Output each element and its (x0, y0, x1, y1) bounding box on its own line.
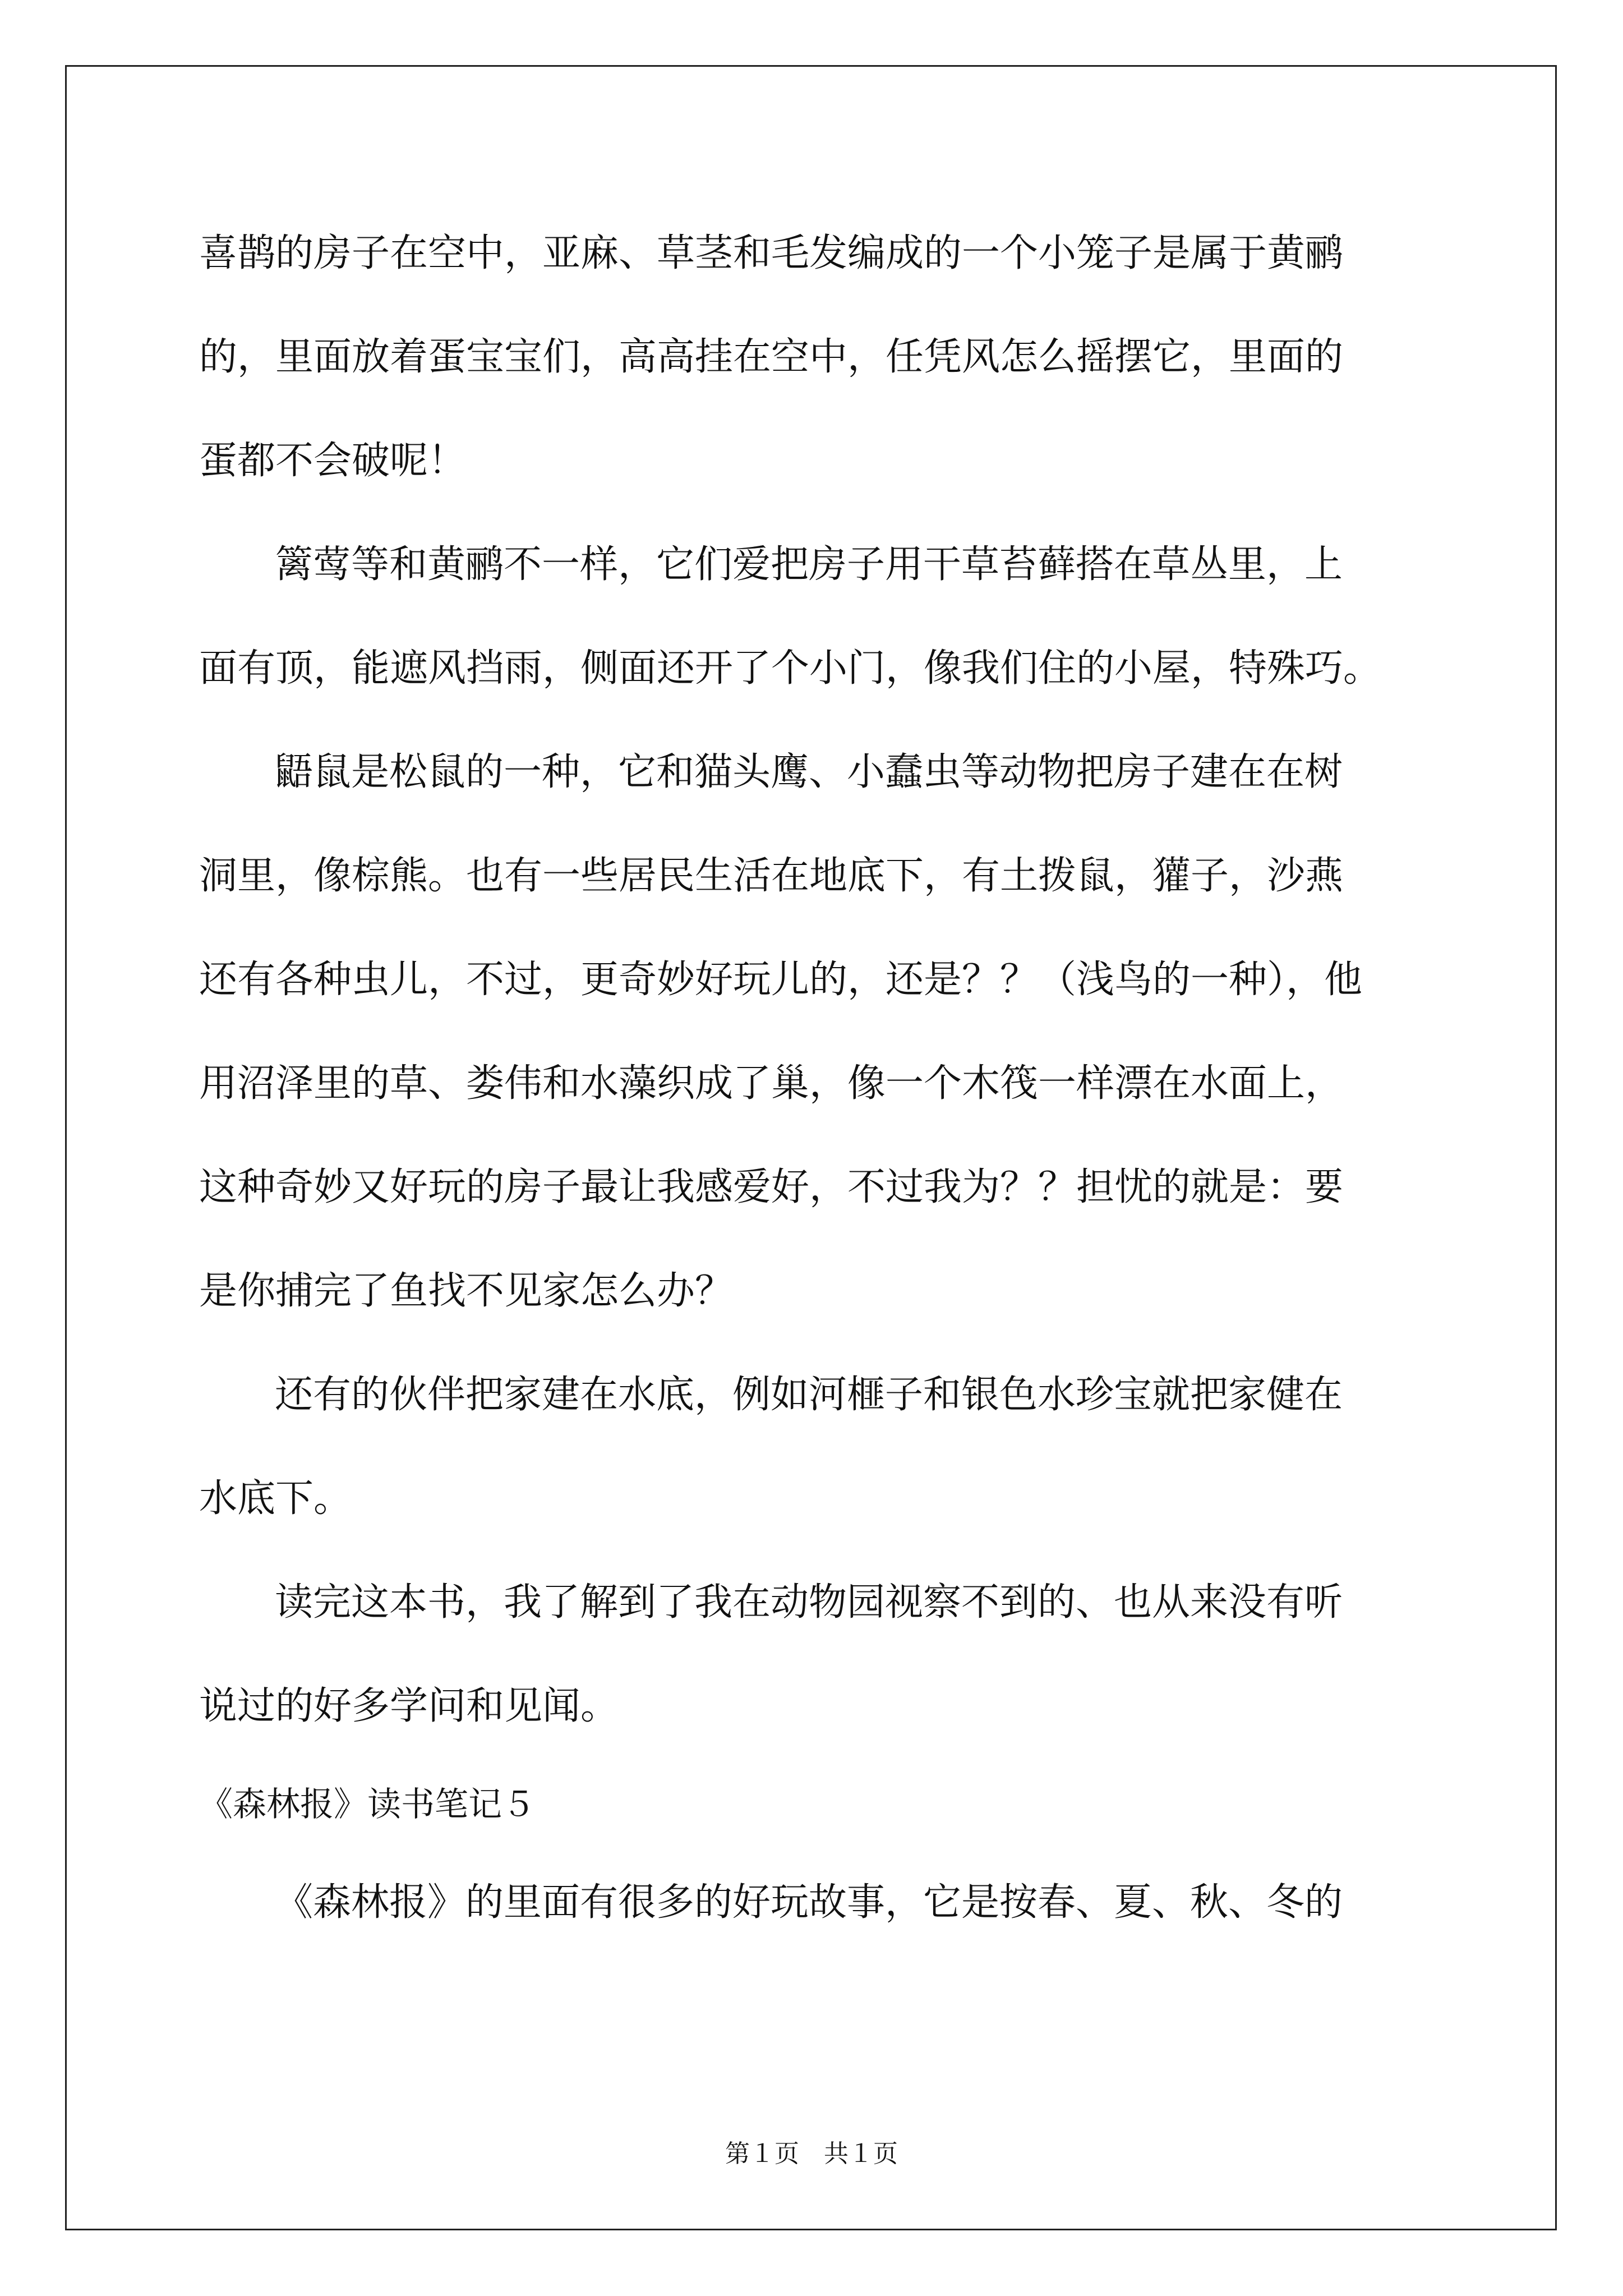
paragraph-line: 的，里面放着蛋宝宝们，高高挂在空中，任凭风怎么摇摆它，里面的 (199, 335, 1344, 379)
paragraph-line: 用沼泽里的草、娄伟和水藻织成了巢，像一个木筏一样漂在水面上， (199, 1061, 1344, 1106)
paragraph-line: 鼯鼠是松鼠的一种，它和猫头鹰、小蠢虫等动物把房子建在在树 (275, 750, 1343, 794)
paragraph-line: 这种奇妙又好玩的房子最让我感爱好，不过我为？？担忧的就是：要 (199, 1165, 1344, 1209)
paragraph-line: 面有顶，能遮风挡雨，侧面还开了个小门，像我们住的小屋，特殊巧。 (199, 646, 1382, 691)
paragraph-line: 水底下。 (199, 1476, 352, 1521)
paragraph-line: 《森林报》的里面有很多的好玩故事，它是按春、夏、秋、冬的 (275, 1880, 1343, 1925)
paragraph-line: 洞里，像棕熊。也有一些居民生活在地底下，有土拨鼠，獾子，沙燕 (199, 854, 1344, 898)
paragraph-line: 还有各种虫儿，不过，更奇妙好玩儿的，还是？？（浅鸟的一种），他 (199, 958, 1363, 1002)
paragraph-line: 还有的伙伴把家建在水底，例如河榧子和银色水珍宝就把家健在 (275, 1373, 1343, 1417)
paragraph-line: 说过的好多学问和见闻。 (199, 1684, 619, 1728)
paragraph-line: 喜鹊的房子在空中，亚麻、草茎和毛发编成的一个小笼子是属于黄鹂 (199, 231, 1344, 275)
paragraph-line: 是你捕完了鱼找不见家怎么办？ (199, 1269, 734, 1313)
page-number: 第１页 共１页 (725, 2139, 898, 2168)
paragraph-line: 蛋都不会破呢！ (199, 439, 467, 483)
paragraph-line: 篱莺等和黄鹂不一样，它们爱把房子用干草苔藓搭在草丛里，上 (275, 542, 1343, 587)
section-title: 《森林报》读书笔记５ (199, 1785, 536, 1824)
paragraph-line: 读完这本书，我了解到了我在动物园视察不到的、也从来没有听 (275, 1580, 1343, 1625)
